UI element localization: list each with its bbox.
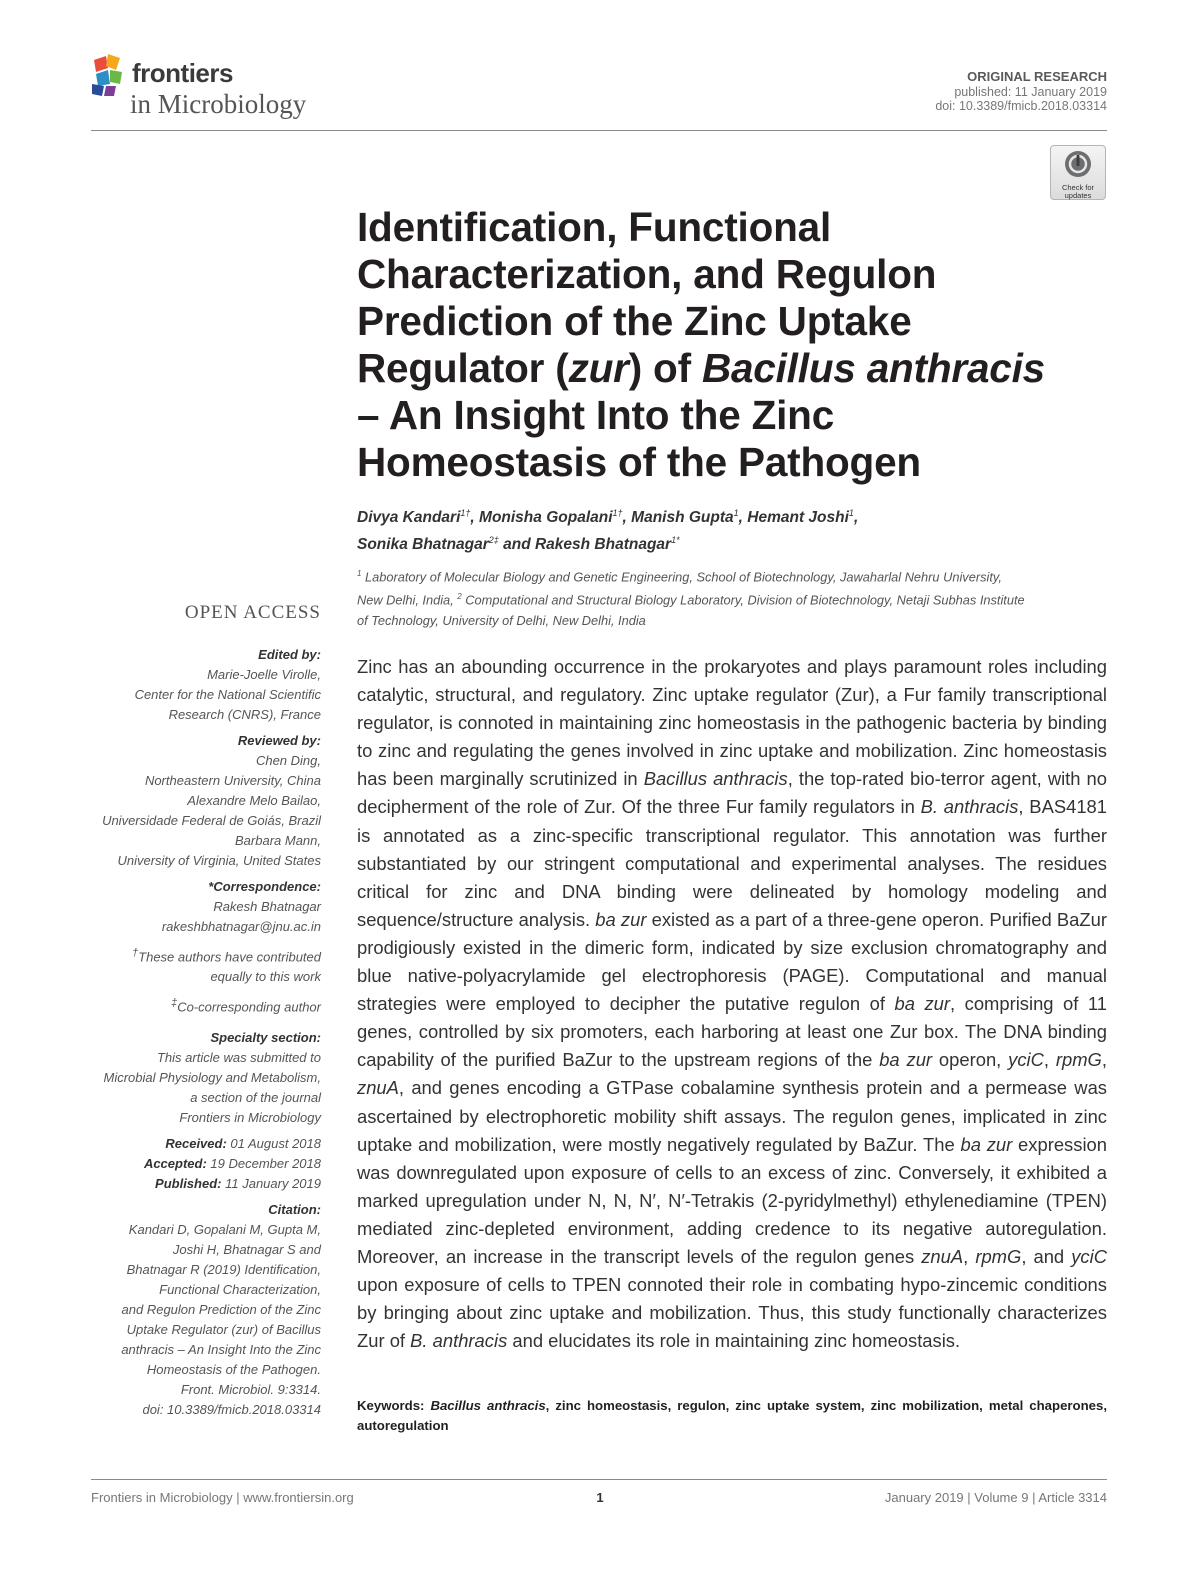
abstract-text: , — [963, 1245, 976, 1267]
abstract-text: and elucidates its role in maintaining zinc homeostasis. — [507, 1330, 961, 1352]
abstract-italic-term: ba zur — [879, 1049, 933, 1071]
title-line: Homeostasis of the Pathogen — [357, 439, 921, 485]
abstract-text: , and genes encoding a GTPase cobalamine synthesis protein and a permease was ascertained by electrophoretic mobility shift assays. The regulon genes, implicated in zinc uptake and mobilization, were mostly negatively regulated by BaZur. The — [357, 1077, 1107, 1155]
article-title — [357, 204, 1117, 486]
affiliations: $^1$ Laboratory of Molecular Biology and Genetic Engineering, School of Biotechnology, Jawaharlal Nehru University, New Delhi, India, $^2$ Computational and Structural Biology Laboratory, Division of Biotechnology, Netaji Subhas Institute of Technology, University of Delhi, New Delhi, India — [357, 569, 1025, 628]
check-updates-line-2: updates — [1064, 191, 1092, 200]
footer-volume-info: January 2019 | Volume 9 | Article 3314 — [884, 1490, 1107, 1505]
title-line: Regulator (zur) of Bacillus anthracis — [357, 345, 1045, 391]
check-updates-line-1: Check for — [1061, 183, 1095, 192]
author[interactable]: Divya Kandari — [357, 509, 461, 527]
frontiers-logo-icon — [92, 52, 128, 98]
header-divider — [91, 130, 1107, 131]
brand-name: frontiers — [132, 58, 233, 88]
correspondence-email[interactable]: rakeshbhatnagar@jnu.ac.in — [161, 919, 321, 934]
title-line: – An Insight Into the Zinc — [357, 392, 835, 438]
abstract-italic-term: rpmG — [1055, 1049, 1102, 1071]
dates-section: Received: 01 August 2018 Accepted: 19 December 2018 Published: 11 January 2019 — [143, 1135, 321, 1191]
journal-name: in Microbiology — [130, 89, 307, 119]
abstract-italic-term: ba zur — [894, 993, 950, 1015]
abstract-text: , and — [1021, 1245, 1072, 1267]
citation-section: Citation: Kandari D, Gopalani M, Gupta M, Joshi H, Bhatnagar S and Bhatnagar R (2019) Identification, Functional Characterization, and Regulon Prediction of the Zinc Uptake Regulator (zur) of Bacillus anthracis – An Insight Into the Zinc Homeostasis of the Pathogen. Front. Microbiol. 9:3314. doi: 10.3389/fmicb.2018.03314 — [121, 1201, 321, 1417]
abstract-italic-term: B. anthracis — [410, 1330, 508, 1352]
crossmark-icon — [1064, 150, 1092, 178]
keywords: Keywords: Bacillus anthracis, zinc homeostasis, regulon, zinc uptake system, zinc mobilization, metal chaperones, autoregulation — [357, 1398, 1107, 1433]
abstract-text: , comprising of 11 genes, controlled by six promoters, each harboring at least one Zur box. The DNA binding capability of the purified BaZur to the upstream regions of the — [357, 993, 1107, 1071]
author-line-1: Divya Kandari$^{1\dagger}$, Monisha Gopalani$^{1\dagger}$, Manish Gupta$^1$, Hemant Joshi$^1$, — [357, 508, 859, 527]
abstract-text: , BAS4181 is annotated as a zinc-specific transcriptional regulator. This annotation was further substantiated by our stringent computational and experimental analyses. The residues critical for zinc and DNA binding were delineated by homology modeling and sequence/structure analysis. — [357, 796, 1108, 930]
page-number: 1 — [596, 1490, 604, 1505]
journal-logo — [92, 52, 352, 122]
abstract-text: existed as a part of a three-gene operon. Purified BaZur prodigiously existed in the dimeric form, indicated by size exclusion chromatography and blue native-polyacrylamide gel electrophoresis (PAGE). Computational and manual strategies were employed to decipher the putative regulon of — [357, 908, 1107, 1015]
abstract-text: upon exposure of cells to TPEN connoted their role in combating hypo-zincemic conditions by bringing about zinc uptake and mobilization. Thus, this study functionally characterizes Zur of — [357, 1274, 1107, 1352]
author[interactable]: Rakesh Bhatnagar — [534, 536, 672, 554]
abstract-text: , the top-rated bio-terror agent, with no decipherment of the role of Zur. Of the three Fur family regulators in — [357, 768, 1107, 818]
abstract-italic-term: znuA — [921, 1245, 964, 1267]
article-info-sidebar — [60, 645, 321, 1426]
abstract-text: Zinc has an abounding occurrence in the prokaryotes and plays paramount roles including catalytic, structural, and regulatory. Zinc uptake regulator (Zur), a Fur family transcriptional regulator, is connoted in maintaining zinc homeostasis in the pathogenic bacteria by binding to zinc and regulating the genes involved in zinc uptake and mobilization. Zinc homeostasis has been marginally scrutinized in — [357, 656, 1107, 790]
abstract-italic-term: znuA — [357, 1077, 399, 1099]
open-access-label: OPEN ACCESS — [184, 602, 321, 623]
abstract-italic-term: yciC — [1008, 1049, 1044, 1071]
title-line: Identification, Functional — [357, 204, 832, 250]
abstract-italic-term: B. anthracis — [920, 796, 1019, 818]
article-meta — [935, 70, 1107, 114]
abstract-italic-term: yciC — [1071, 1245, 1107, 1267]
author-list — [357, 502, 1117, 556]
abstract-text: operon, — [932, 1049, 1009, 1071]
title-line: Characterization, and Regulon — [357, 251, 937, 297]
title-line: Prediction of the Zinc Uptake — [357, 298, 912, 344]
author[interactable]: Monisha Gopalani — [479, 509, 613, 527]
author[interactable]: Hemant Joshi — [747, 509, 849, 527]
specialty-section: Specialty section: This article was submitted to Microbial Physiology and Metabolism, a section of the journal Frontiers in Microbiology — [103, 1029, 321, 1125]
abstract-text: , — [1043, 1049, 1056, 1071]
correspondence-section: *Correspondence: Rakesh Bhatnagar rakeshbhatnagar@jnu.ac.in — [60, 877, 321, 937]
abstract-text: , — [1101, 1049, 1107, 1071]
footer-journal-link[interactable]: Frontiers in Microbiology | www.frontiersin.org — [91, 1490, 354, 1505]
author[interactable]: Manish Gupta — [631, 509, 734, 527]
abstract-text: expression was downregulated upon exposure of cells to an excess of zinc. Conversely, it exhibited a marked upregulation under N, N, N′, N′-Tetrakis (2-pyridylmethyl) ethylenediamine (TPEN) mediated zinc-depleted environment, adding credence to its negative autoregulation. Moreover, an increase in the transcript levels of the regulon genes — [357, 1133, 1107, 1267]
footer-divider — [91, 1479, 1107, 1480]
abstract-italic-term: ba zur — [595, 908, 647, 930]
check-for-updates-button[interactable] — [1050, 145, 1106, 200]
author-line-2: Sonika Bhatnagar$^{2\ddagger}$ and Rakesh Bhatnagar$^{1*}$ — [357, 535, 680, 554]
abstract-italic-term: rpmG — [975, 1245, 1022, 1267]
article-type: ORIGINAL RESEARCH — [967, 69, 1107, 84]
author[interactable]: Sonika Bhatnagar — [357, 536, 489, 554]
abstract-italic-term: ba zur — [960, 1133, 1013, 1155]
abstract-italic-term: Bacillus anthracis — [643, 768, 788, 790]
abstract — [357, 653, 1107, 1355]
published-date: published: 11 January 2019 — [954, 84, 1107, 99]
reviewed-by-section: Reviewed by: Chen Ding, Northeastern University, China Alexandre Melo Bailao, Universidade Federal de Goiás, Brazil Barbara Mann, University of Virginia, United States — [102, 733, 321, 868]
article-doi[interactable]: doi: 10.3389/fmicb.2018.03314 — [935, 99, 1107, 113]
co-corresponding-note: ‡Co-corresponding author — [171, 997, 321, 1015]
equal-contribution-note: †These authors have contributed equally to this work — [132, 947, 321, 985]
edited-by-section: Edited by: Marie-Joelle Virolle, Center for the National Scientific Research (CNRS), France — [134, 647, 321, 722]
